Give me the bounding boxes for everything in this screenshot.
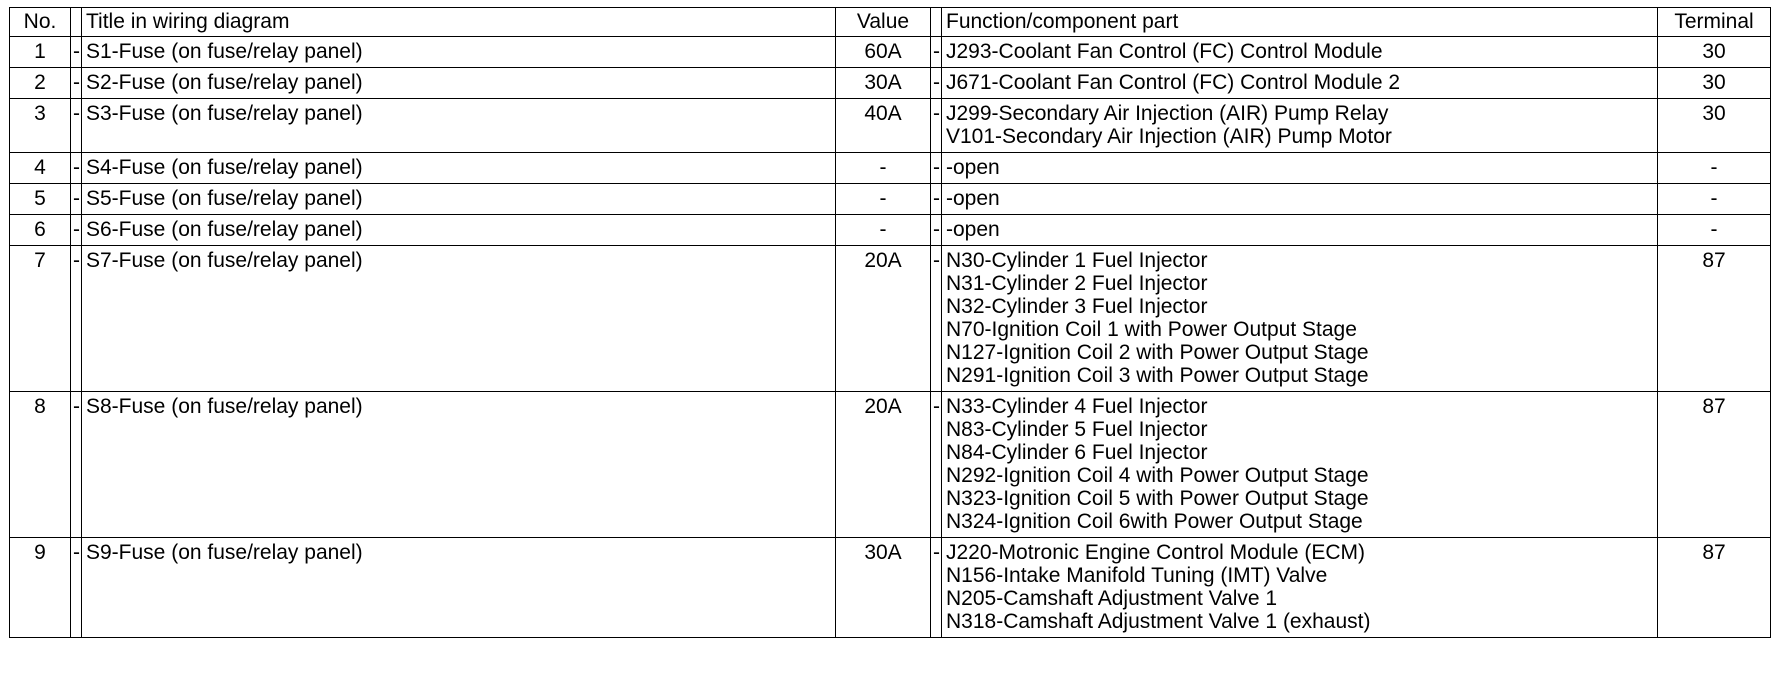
row-dash: - <box>71 68 82 99</box>
header-value: Value <box>836 8 931 37</box>
row-terminal: 87 <box>1658 392 1771 538</box>
row-value: 30A <box>836 68 931 99</box>
row-functions <box>942 153 1658 184</box>
row-number: 7 <box>10 246 71 392</box>
function-line: N83-Cylinder 5 Fuel Injector <box>946 418 1208 441</box>
row-number: 8 <box>10 392 71 538</box>
row-title: S9-Fuse (on fuse/relay panel) <box>82 538 836 638</box>
table-row <box>10 184 1771 215</box>
row-dash: - <box>71 538 82 638</box>
row-dash: - <box>71 184 82 215</box>
function-line: N70-Ignition Coil 1 with Power Output Stage <box>946 318 1357 341</box>
table-body <box>10 37 1771 638</box>
row-title: S3-Fuse (on fuse/relay panel) <box>82 99 836 153</box>
row-functions <box>942 538 1658 638</box>
function-line: N33-Cylinder 4 Fuel Injector <box>946 395 1208 418</box>
row-number: 6 <box>10 215 71 246</box>
row-functions <box>942 246 1658 392</box>
function-line: N127-Ignition Coil 2 with Power Output Stage <box>946 341 1369 364</box>
table-row <box>10 99 1771 153</box>
function-line: N156-Intake Manifold Tuning (IMT) Valve <box>946 564 1328 587</box>
function-line: -open <box>946 156 1000 179</box>
row-title: S4-Fuse (on fuse/relay panel) <box>82 153 836 184</box>
table-row <box>10 37 1771 68</box>
row-dash: - <box>931 538 942 638</box>
function-line: N205-Camshaft Adjustment Valve 1 <box>946 587 1278 610</box>
row-dash: - <box>931 392 942 538</box>
row-title: S5-Fuse (on fuse/relay panel) <box>82 184 836 215</box>
row-title: S7-Fuse (on fuse/relay panel) <box>82 246 836 392</box>
row-dash: - <box>71 392 82 538</box>
row-terminal: 30 <box>1658 99 1771 153</box>
row-terminal: - <box>1658 215 1771 246</box>
function-line: N32-Cylinder 3 Fuel Injector <box>946 295 1208 318</box>
row-dash: - <box>931 68 942 99</box>
header-spacer <box>931 8 942 37</box>
row-dash: - <box>931 153 942 184</box>
row-functions <box>942 68 1658 99</box>
row-value: 20A <box>836 246 931 392</box>
row-functions <box>942 392 1658 538</box>
table-row <box>10 392 1771 538</box>
function-line: N84-Cylinder 6 Fuel Injector <box>946 441 1208 464</box>
function-line: N31-Cylinder 2 Fuel Injector <box>946 272 1208 295</box>
table-header-row <box>10 8 1771 37</box>
row-terminal: - <box>1658 153 1771 184</box>
row-functions <box>942 37 1658 68</box>
function-line: N291-Ignition Coil 3 with Power Output Stage <box>946 364 1369 387</box>
row-functions <box>942 215 1658 246</box>
function-line: J299-Secondary Air Injection (AIR) Pump Relay <box>946 102 1389 125</box>
row-dash: - <box>71 215 82 246</box>
row-dash: - <box>931 99 942 153</box>
function-line: V101-Secondary Air Injection (AIR) Pump Motor <box>946 125 1392 148</box>
row-terminal: 87 <box>1658 246 1771 392</box>
row-functions <box>942 99 1658 153</box>
function-line: N292-Ignition Coil 4 with Power Output Stage <box>946 464 1369 487</box>
table-row <box>10 153 1771 184</box>
row-title: S1-Fuse (on fuse/relay panel) <box>82 37 836 68</box>
function-line: N30-Cylinder 1 Fuel Injector <box>946 249 1208 272</box>
row-dash: - <box>71 99 82 153</box>
row-dash: - <box>931 215 942 246</box>
header-no: No. <box>10 8 71 37</box>
row-value: 30A <box>836 538 931 638</box>
row-value: 60A <box>836 37 931 68</box>
header-terminal: Terminal <box>1658 8 1771 37</box>
row-terminal: 30 <box>1658 68 1771 99</box>
function-line: -open <box>946 218 1000 241</box>
row-number: 1 <box>10 37 71 68</box>
row-number: 4 <box>10 153 71 184</box>
table-row <box>10 68 1771 99</box>
header-function: Function/component part <box>942 8 1658 37</box>
header-spacer <box>71 8 82 37</box>
function-line: N324-Ignition Coil 6with Power Output Stage <box>946 510 1363 533</box>
table-row <box>10 538 1771 638</box>
row-dash: - <box>931 37 942 68</box>
function-line: J220-Motronic Engine Control Module (ECM) <box>946 541 1366 564</box>
row-dash: - <box>931 246 942 392</box>
row-number: 9 <box>10 538 71 638</box>
function-line: N318-Camshaft Adjustment Valve 1 (exhaust) <box>946 610 1371 633</box>
function-line: -open <box>946 187 1000 210</box>
function-line: N323-Ignition Coil 5 with Power Output Stage <box>946 487 1369 510</box>
row-dash: - <box>71 246 82 392</box>
table-row <box>10 215 1771 246</box>
row-value: - <box>836 215 931 246</box>
row-title: S8-Fuse (on fuse/relay panel) <box>82 392 836 538</box>
header-title: Title in wiring diagram <box>82 8 836 37</box>
row-functions <box>942 184 1658 215</box>
function-line: J293-Coolant Fan Control (FC) Control Module <box>946 40 1383 63</box>
row-value: - <box>836 184 931 215</box>
row-number: 3 <box>10 99 71 153</box>
function-line: J671-Coolant Fan Control (FC) Control Module 2 <box>946 71 1401 94</box>
row-number: 2 <box>10 68 71 99</box>
row-title: S2-Fuse (on fuse/relay panel) <box>82 68 836 99</box>
row-dash: - <box>931 184 942 215</box>
row-terminal: 30 <box>1658 37 1771 68</box>
row-number: 5 <box>10 184 71 215</box>
row-dash: - <box>71 37 82 68</box>
row-dash: - <box>71 153 82 184</box>
row-terminal: - <box>1658 184 1771 215</box>
row-value: - <box>836 153 931 184</box>
fuse-table <box>9 7 1771 638</box>
row-terminal: 87 <box>1658 538 1771 638</box>
row-title: S6-Fuse (on fuse/relay panel) <box>82 215 836 246</box>
table-row <box>10 246 1771 392</box>
row-value: 40A <box>836 99 931 153</box>
row-value: 20A <box>836 392 931 538</box>
